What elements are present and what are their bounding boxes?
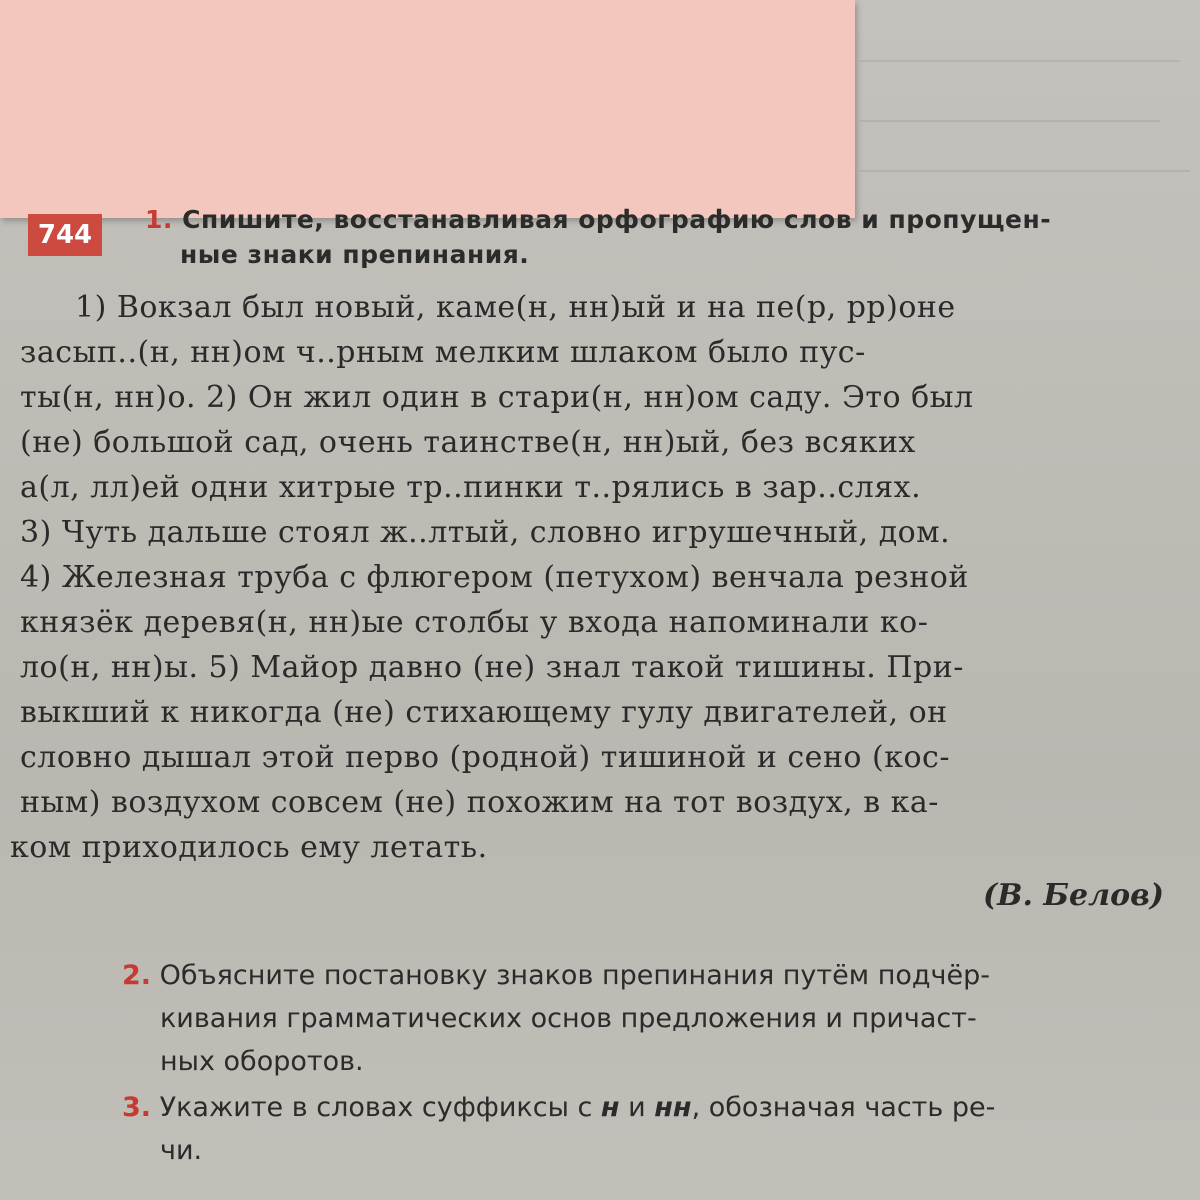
text-line: ком приходилось ему летать. [10, 830, 488, 865]
text-line: засып..(н, нн)ом ч..рным мелким шлаком было пус- [20, 335, 866, 370]
task2-number: 2. [122, 960, 152, 991]
suffix-nn: нн [654, 1092, 692, 1123]
task2-line3: ных оборотов. [160, 1046, 364, 1077]
task3-text-start: Укажите в словах суффиксы с [159, 1092, 601, 1123]
text-line: а(л, лл)ей одни хитрые тр..пинки т..рялись в зар..слях. [20, 470, 922, 505]
text-line: князёк деревя(н, нн)ые столбы у входа напоминали ко- [20, 605, 929, 640]
task3-text-end: , обозначая часть ре- [691, 1092, 996, 1123]
task3-line1 [122, 1092, 995, 1123]
task1-header-line2: ные знаки препинания. [180, 240, 530, 269]
text-line: словно дышал этой перво (родной) тишиной и сено (кос- [20, 740, 950, 775]
suffix-n: н [600, 1092, 620, 1123]
task2-line2: кивания грамматических основ предложения и причаст- [160, 1003, 977, 1034]
bleed-through-line [860, 120, 1160, 122]
text-line: ным) воздухом совсем (не) похожим на тот воздух, в ка- [20, 785, 939, 820]
bleed-through-line [860, 60, 1180, 62]
text-line: 3) Чуть дальше стоял ж..лтый, словно игрушечный, дом. [20, 515, 951, 550]
task3-conj: и [619, 1092, 655, 1123]
text-line: выкший к никогда (не) стихающему гулу двигателей, он [20, 695, 948, 730]
text-line: ты(н, нн)о. 2) Он жил один в стари(н, нн)ом саду. Это был [20, 380, 974, 415]
pink-sticker-note [0, 0, 855, 218]
task1-number: 1. [145, 205, 173, 234]
task3-line2: чи. [160, 1135, 203, 1166]
task1-text-line1: Спишите, восстанавливая орфографию слов и пропущен- [182, 205, 1052, 234]
bleed-through-line [860, 170, 1190, 172]
task2-line1 [122, 960, 990, 991]
text-line: (не) большой сад, очень таинстве(н, нн)ый, без всяких [20, 425, 916, 460]
author-attribution: (В. Белов) [982, 878, 1164, 913]
text-line: ло(н, нн)ы. 5) Майор давно (не) знал такой тишины. При- [20, 650, 964, 685]
task3-number: 3. [122, 1092, 152, 1123]
task1-header-line1 [145, 205, 1051, 234]
text-line: 4) Железная труба с флюгером (петухом) венчала резной [20, 560, 969, 595]
text-line: 1) Вокзал был новый, каме(н, нн)ый и на пе(р, рр)оне [75, 290, 956, 325]
exercise-number-badge: 744 [28, 214, 102, 256]
task2-text-line1: Объясните постановку знаков препинания путём подчёр- [159, 960, 990, 991]
